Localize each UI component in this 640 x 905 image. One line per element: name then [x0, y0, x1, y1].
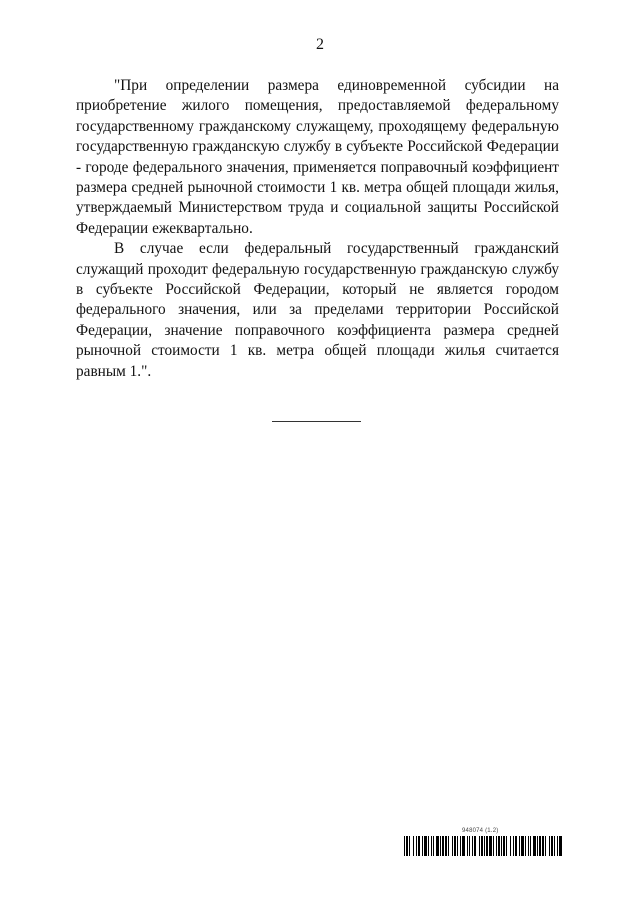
- paragraph-default-coefficient: В случае если федеральный государственный гражданский служащий проходит федеральную государственную гражданскую службу в субъекте Российской Федерации, который не является городом федерального значения, или за пределами территории Российской Федерации, значение поправочного коэффициента размера средней рыночной стоимости 1 кв. метра общей площади жилья считается равным 1.".: [76, 240, 559, 380]
- paragraph-subsidy-coefficient: "При определении размера единовременной субсидии на приобретение жилого помещения, предоставляемой федеральному государственному гражданскому служащему, проходящему федеральную государственную гражданскую службу в субъекте Российской Федерации - городе федерального значения, применяется поправочный коэффициент размера средней рыночной стоимости 1 кв. метра общей площади жилья, утверждаемый Министерством труда и социальной защиты Российской Федерации ежеквартально.: [76, 77, 559, 237]
- document-code: 948074 (1.2): [462, 828, 499, 834]
- barcode: [404, 836, 562, 856]
- separator-line: [272, 421, 361, 422]
- page-number: 2: [316, 36, 324, 53]
- document-body: [76, 76, 559, 382]
